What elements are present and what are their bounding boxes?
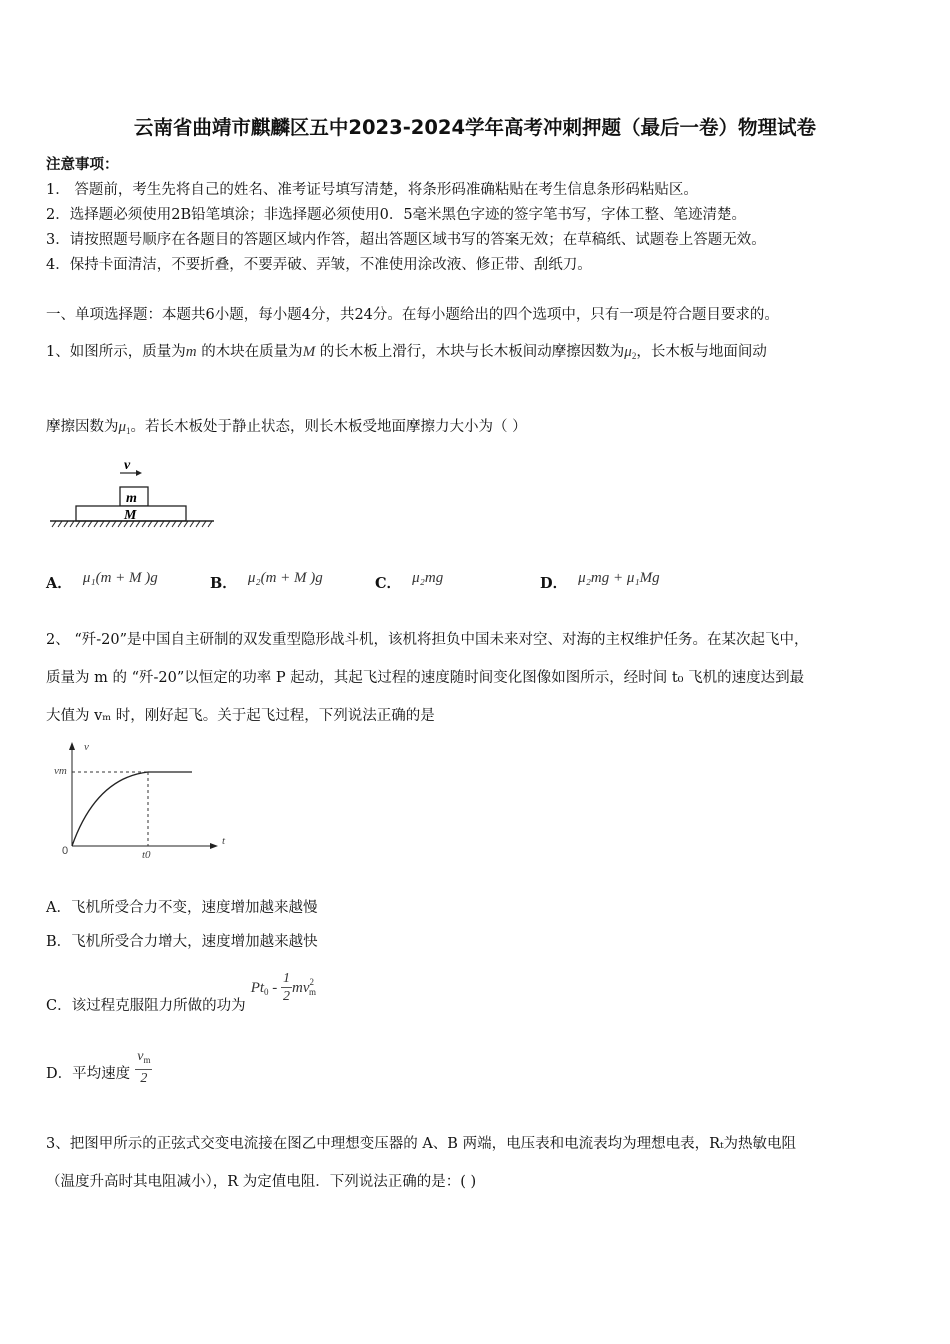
option-text: C．该过程克服阻力所做的功为 [46,998,246,1014]
q1-option-d[interactable] [540,572,660,593]
q2-option-d[interactable] [46,1048,152,1087]
q1-text: 。若长木板处于静止状态，则长木板受地面摩擦力大小为（ ） [130,419,527,435]
q1-option-c[interactable] [375,572,443,593]
option-label: C． [375,575,402,592]
q3-stem-line1: 3、把图甲所示的正弦式交变电流接在图乙中理想变压器的 A、B 两端，电压表和电流表均为理想电表，Rₜ为热敏电阻 [46,1136,797,1152]
q2-option-b[interactable]: B．飞机所受合力增大，速度增加越来越快 [46,934,318,950]
superscript: 2 [309,977,315,987]
t-axis-arrow-icon [210,843,218,849]
q1-option-a[interactable] [46,572,158,593]
symbol-m: m [185,344,197,360]
t-axis-label: t [222,835,226,847]
q2-option-c[interactable] [46,970,317,1014]
fraction-numerator: v [137,1049,144,1064]
arrow-head-icon [136,470,142,476]
notice-item: 3．请按照题号顺序在各题目的答题区域内作答，超出答题区域书写的答案无效；在草稿纸、试题卷上答题无效。 [46,232,766,248]
math-term: mv [292,980,310,996]
fraction-numerator: 1 [283,971,291,986]
q1-text: 的木块在质量为 [201,344,303,360]
fraction-vm-over-2 [135,1048,152,1087]
notice-heading: 注意事项： [46,156,119,173]
q2-stem-line2: 质量为 m 的 “歼-20”以恒定的功率 P 起动，其起飞过程的速度随时间变化图像如图所示，经时间 t₀ 飞机的速度达到最 [46,670,805,686]
velocity-curve [72,772,148,846]
q2-velocity-time-graph [46,738,236,866]
q1-text: 摩擦因数为 [46,419,119,435]
q2-stem-line1: 2、 “歼-20”是中国自主研制的双发重型隐形战斗机，该机将担负中国未来对空、对海的主权维护任务。在某次起飞中， [46,632,809,648]
vm-label: vm [54,765,67,777]
board-M-label: M [124,508,137,523]
q1-stem-line1 [46,340,767,361]
symbol-M: M [302,344,316,360]
q1-option-b[interactable] [210,572,323,593]
q1-stem-line2 [46,415,527,436]
q1-text: ，长木板与地面间动 [636,344,767,360]
page-title: 云南省曲靖市麒麟区五中2023-2024学年高考冲刺押题（最后一卷）物理试卷 [133,116,817,139]
option-expression: μ₂mg [412,570,444,586]
q1-text: 的长木板上滑行，木块与长木板间动摩擦因数为 [319,344,625,360]
q2-option-a[interactable]: A．飞机所受合力不变，速度增加越来越慢 [46,900,318,916]
option-label: A． [46,575,72,592]
option-label: B． [210,575,237,592]
fraction-half [281,970,292,1005]
option-text: D．平均速度 [46,1066,131,1082]
option-expression: μ₂mg + μ₁Mg [578,570,660,586]
t0-label: t0 [142,849,151,861]
q1-text: 1、如图所示，质量为 [46,344,186,360]
option-label: D． [540,575,568,592]
origin-label: 0 [62,845,69,857]
minus-sign: - [268,980,282,996]
section-heading: 一、单项选择题：本题共6小题，每小题4分，共24分。在每小题给出的四个选项中，只有一项是符合题目要求的。 [46,307,779,323]
option-expression: μ₂(m + M )g [247,570,323,586]
subscript: m [309,987,317,997]
symbol-mu: μ [624,344,632,360]
fraction-denominator: 2 [140,1071,148,1086]
subscript: 0 [264,987,269,997]
q3-stem-line2: （温度升高时其电阻减小），R 为定值电阻．下列说法正确的是：( ) [46,1174,477,1190]
block-m-label: m [126,491,137,506]
notice-item: 4．保持卡面清洁，不要折叠，不要弄破、弄皱，不准使用涂改液、修正带、刮纸刀。 [46,257,592,273]
subscript: m [143,1055,151,1065]
fraction-denominator: 2 [283,989,291,1004]
subscript: 1 [126,426,131,436]
subscript: 2 [631,351,637,361]
symbol-mu: μ [118,419,127,435]
v-axis-label: v [84,741,89,753]
velocity-label: v [124,458,131,473]
math-term: Pt [250,980,265,996]
q1-block-figure [46,455,221,537]
notice-item: 1． 答题前，考生先将自己的姓名、准考证号填写清楚，将条形码准确粘贴在考生信息条形码粘贴区。 [46,182,698,198]
v-axis-arrow-icon [69,742,75,750]
notice-item: 2．选择题必须使用2B铅笔填涂；非选择题必须使用0．5毫米黑色字迹的签字笔书写，字体工整、笔迹清楚。 [46,207,747,223]
q2-stem-line3: 大值为 vₘ 时，刚好起飞。关于起飞过程，下列说法正确的是 [46,708,435,724]
option-expression: μ₁(m + M )g [82,570,158,586]
